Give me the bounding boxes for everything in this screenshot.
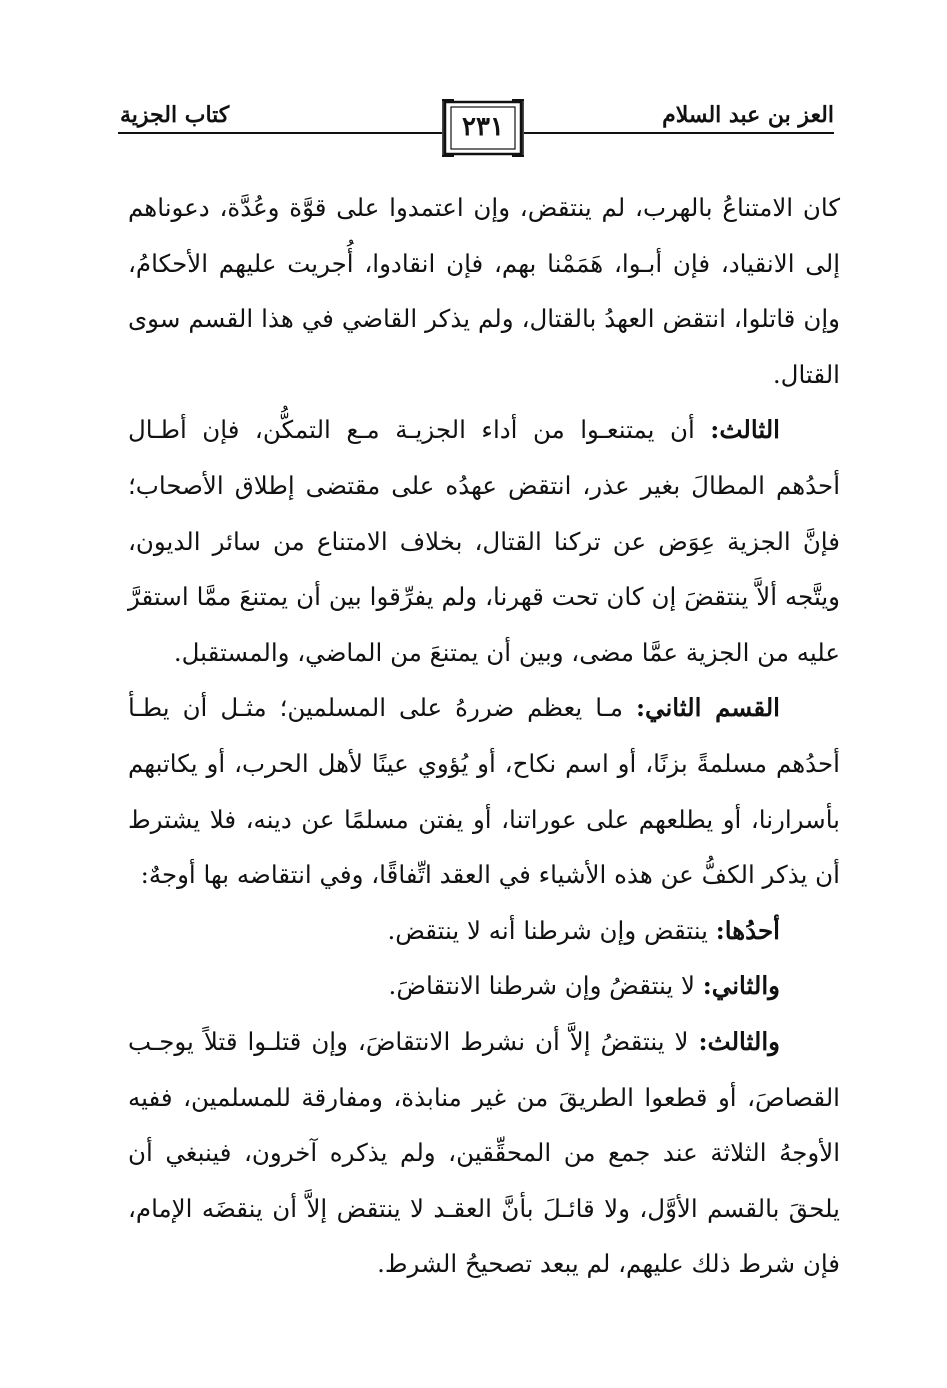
- paragraph-text: ينتقض وإن شرطنا أنه لا ينتقض.: [387, 915, 716, 945]
- paragraph-text: مـا يعظم ضررهُ على المسلمين؛ مثـل أن يطـأ أحدُهم مسلمةً بزنًا، أو اسم نكاح، أو يُؤوي عينًا لأهل الحرب، أو يكاتبهم بأسرارنا، أو يطلعهم على عوراتنا، أو يفتن مسلمًا عن دينه، فلا يشترط أن يذكر الكفُّ عن هذه الأشياء في العقد اتِّفاقًا، وفي انتقاضه بها أوجهٌ:: [128, 693, 840, 890]
- page-number-frame: [442, 98, 524, 158]
- main-text: [128, 180, 840, 1292]
- paragraph-text: أن يمتنعـوا من أداء الجزيـة مـع التمكُّن، فإن أطـال أحدُهم المطالَ بغير عذر، انتقض عهدُه على مقتضى إطلاق الأصحاب؛ فإنَّ الجزية عِوَض عن تركنا القتال، بخلاف الامتناع من سائر الديون، ويتَّجه ألاَّ ينتقضَ إن كان تحت قهرنا، ولم يفرِّقوا بين أن يمتنعَ ممَّا استقرَّ عليه من الجزية عمَّا مضى، وبين أن يمتنعَ من الماضي، والمستقبل.: [128, 415, 840, 667]
- paragraph-lead: أحدُها:: [715, 915, 780, 945]
- paragraph-lead: والثالث:: [698, 1026, 780, 1056]
- paragraph: [128, 958, 840, 1014]
- paragraph-lead: والثاني:: [702, 971, 780, 1001]
- running-header: [118, 96, 834, 166]
- paragraph: [128, 680, 840, 902]
- chapter-title: كتاب الجزية: [120, 102, 230, 128]
- paragraph-lead: القسم الثاني:: [636, 693, 780, 723]
- paragraph: [128, 180, 840, 402]
- page-number: ٢٣١: [462, 112, 504, 142]
- paragraph-text: كان الامتناعُ بالهرب، لم ينتقض، وإن اعتمدوا على قوَّة وعُدَّة، دعوناهم إلى الانقياد، فإن أبـوا، هَمَمْنا بهم، فإن انقادوا، أُجريت عليهم الأحكامُ، وإن قاتلوا، انتقض العهدُ بالقتال، ولم يذكر القاضي في هذا القسم سوى القتال.: [128, 193, 840, 389]
- paragraph: [128, 402, 840, 680]
- paragraph-lead: الثالث:: [710, 415, 780, 445]
- paragraph-text: لا ينتقضُ وإن شرطنا الانتقاضَ.: [388, 971, 703, 1001]
- paragraph-text: لا ينتقضُ إلاَّ أن نشرط الانتقاضَ، وإن قتلـوا قتلاً يوجـب القصاصَ، أو قطعوا الطريقَ من غير منابذة، ومفارقة للمسلمين، ففيه الأوجهُ الثلاثة عند جمع من المحقِّقين، ولم يذكره آخرون، فينبغي أن يلحقَ بالقسم الأوَّل، ولا قائـلَ بأنَّ العقـد لا ينتقض إلاَّ أن ينقضَه الإمام، فإن شرط ذلك عليهم، لم يبعد تصحيحُ الشرط.: [128, 1026, 840, 1279]
- author-name: العز بن عبد السلام: [662, 102, 834, 128]
- paragraph: [128, 1014, 840, 1292]
- paragraph: [128, 903, 840, 959]
